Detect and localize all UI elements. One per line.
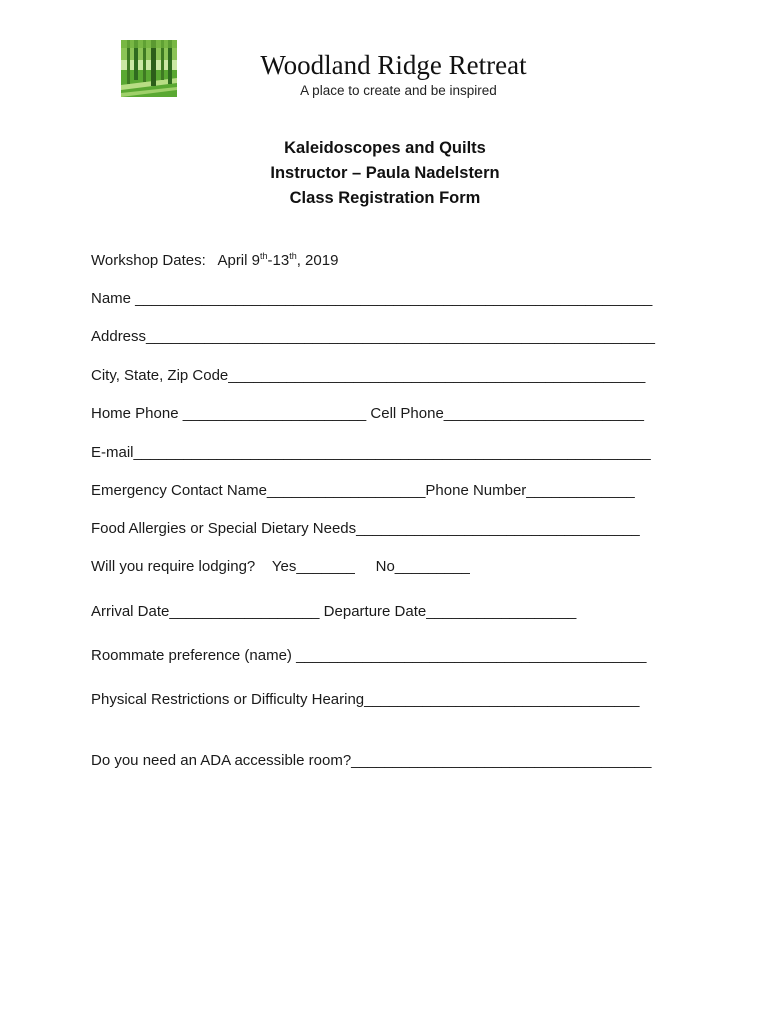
phone-fields[interactable]: Home Phone ______________________ Cell Phone________________________ [91, 405, 645, 422]
workshop-dates-year: , 2019 [296, 252, 339, 269]
emergency-contact-field[interactable]: Emergency Contact Name___________________Phone Number_____________ [91, 482, 635, 499]
ada-room-field[interactable]: Do you need an ADA accessible room?____________________________________ [91, 752, 652, 769]
address-field[interactable]: Address_____________________________________________________________ [91, 328, 655, 345]
class-title: Kaleidoscopes and Quilts [284, 139, 486, 157]
org-name: Woodland Ridge Retreat [260, 50, 527, 80]
food-allergies-field[interactable]: Food Allergies or Special Dietary Needs__________________________________ [91, 520, 640, 537]
workshop-dates-mid: -13 [267, 252, 290, 269]
instructor-line: Instructor – Paula Nadelstern [270, 164, 500, 182]
ordinal-suffix: th [260, 251, 268, 261]
email-field[interactable]: E-mail______________________________________________________________ [91, 444, 651, 461]
arrival-departure-fields[interactable]: Arrival Date__________________ Departure Date__________________ [91, 603, 577, 620]
physical-restrictions-field[interactable]: Physical Restrictions or Difficulty Hearing_________________________________ [91, 691, 640, 708]
roommate-field[interactable]: Roommate preference (name) __________________________________________ [91, 647, 647, 664]
workshop-dates-month: April 9 [217, 252, 260, 269]
lodging-question[interactable]: Will you require lodging? Yes_______ No_________ [91, 558, 470, 575]
city-state-zip-field[interactable]: City, State, Zip Code__________________________________________________ [91, 367, 646, 384]
workshop-dates-label: Workshop Dates: [91, 252, 206, 269]
tagline: A place to create and be inspired [300, 83, 497, 98]
workshop-dates [91, 252, 338, 270]
form-title: Class Registration Form [289, 189, 481, 207]
name-field[interactable]: Name ______________________________________________________________ [91, 290, 653, 307]
ordinal-suffix: th [289, 251, 297, 261]
